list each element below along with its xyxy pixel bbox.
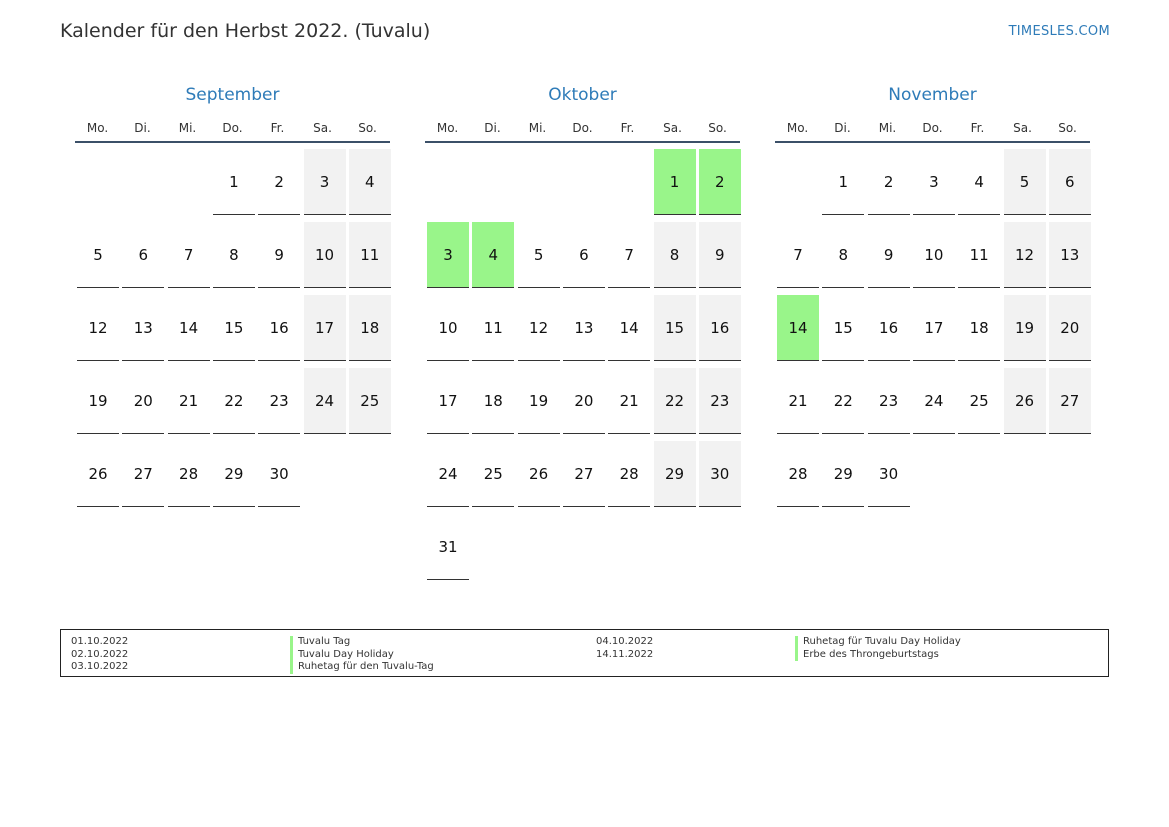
day-cell: 2: [699, 149, 741, 215]
day-cell: 19: [1004, 295, 1046, 361]
weekday-label: Mo.: [86, 121, 109, 135]
day-cell: 19: [518, 368, 560, 434]
day-cell: 9: [258, 222, 300, 288]
day-cell: 4: [349, 149, 391, 215]
weekday-header: [775, 115, 1090, 143]
month-november: [775, 84, 1090, 483]
day-cell: 12: [518, 295, 560, 361]
day-cell: 21: [168, 368, 210, 434]
day-cell: 17: [304, 295, 346, 361]
day-cell: 20: [122, 368, 164, 434]
day-cell: 3: [304, 149, 346, 215]
day-cell: 11: [958, 222, 1000, 288]
day-cell: 28: [608, 441, 650, 507]
weekday-label: Di.: [134, 121, 151, 135]
page-title: Kalender für den Herbst 2022. (Tuvalu): [60, 20, 431, 42]
day-cell: 28: [168, 441, 210, 507]
legend-holiday-name: Tuvalu Tag: [290, 636, 350, 649]
day-cell: 19: [77, 368, 119, 434]
day-cell: 17: [427, 368, 469, 434]
day-cell: 24: [913, 368, 955, 434]
day-cell: 8: [654, 222, 696, 288]
weekday-label: Mi.: [878, 121, 897, 135]
day-cell: 26: [518, 441, 560, 507]
day-cell: 5: [1004, 149, 1046, 215]
legend-date: 04.10.2022: [596, 636, 654, 647]
site-link[interactable]: TIMESLES.COM: [1008, 24, 1110, 39]
day-cell: 26: [77, 441, 119, 507]
day-cell: 8: [213, 222, 255, 288]
legend-holiday-name: Tuvalu Day Holiday: [290, 649, 394, 662]
day-cell: 28: [777, 441, 819, 507]
day-cell: 4: [472, 222, 514, 288]
day-cell: 15: [822, 295, 864, 361]
day-cell: 8: [822, 222, 864, 288]
day-cell: 27: [122, 441, 164, 507]
weekday-label: Sa.: [313, 121, 332, 135]
weekday-label: Fr.: [270, 121, 285, 135]
weekday-label: Sa.: [1013, 121, 1032, 135]
weekday-label: So.: [358, 121, 377, 135]
day-cell: 29: [213, 441, 255, 507]
weekday-label: So.: [1058, 121, 1077, 135]
day-cell: 30: [258, 441, 300, 507]
day-cell: 12: [1004, 222, 1046, 288]
day-cell: 13: [563, 295, 605, 361]
month-september: [75, 84, 390, 483]
day-cell: 6: [122, 222, 164, 288]
day-cell: 9: [699, 222, 741, 288]
weekday-label: Fr.: [970, 121, 985, 135]
day-cell: 30: [699, 441, 741, 507]
day-cell: 18: [472, 368, 514, 434]
legend-holiday-name: Erbe des Throngeburtstags: [795, 649, 939, 662]
day-cell: 4: [958, 149, 1000, 215]
weekday-label: So.: [708, 121, 727, 135]
day-cell: 12: [77, 295, 119, 361]
day-cell: 15: [213, 295, 255, 361]
day-cell: 31: [427, 514, 469, 580]
day-cell: 23: [868, 368, 910, 434]
weekday-label: Do.: [922, 121, 943, 135]
month-oktober: [425, 84, 740, 556]
weekday-label: Mo.: [436, 121, 459, 135]
day-cell: 17: [913, 295, 955, 361]
day-cell: 27: [1049, 368, 1091, 434]
day-cell: 22: [654, 368, 696, 434]
day-cell: 22: [213, 368, 255, 434]
legend-date: 03.10.2022: [71, 661, 129, 672]
day-cell: 9: [868, 222, 910, 288]
legend-holiday-name: Ruhetag für den Tuvalu-Tag: [290, 661, 434, 674]
day-cell: 14: [777, 295, 819, 361]
day-cell: 6: [1049, 149, 1091, 215]
day-cell: 7: [168, 222, 210, 288]
weekday-label: Mo.: [786, 121, 809, 135]
weekday-label: Do.: [222, 121, 243, 135]
weekday-label: Di.: [484, 121, 501, 135]
day-cell: 15: [654, 295, 696, 361]
weekday-label: Mi.: [528, 121, 547, 135]
holiday-legend: [60, 629, 1109, 677]
day-cell: 20: [563, 368, 605, 434]
day-cell: 2: [868, 149, 910, 215]
month-name: Oktober: [548, 85, 617, 105]
day-cell: 6: [563, 222, 605, 288]
day-cell: 1: [213, 149, 255, 215]
day-cell: 16: [868, 295, 910, 361]
day-cell: 11: [349, 222, 391, 288]
month-name: November: [888, 85, 977, 105]
day-cell: 7: [777, 222, 819, 288]
day-cell: 25: [349, 368, 391, 434]
day-cell: 10: [427, 295, 469, 361]
day-cell: 25: [958, 368, 1000, 434]
day-cell: 10: [304, 222, 346, 288]
day-cell: 14: [168, 295, 210, 361]
weekday-header: [75, 115, 390, 143]
legend-date: 01.10.2022: [71, 636, 129, 647]
day-cell: 5: [77, 222, 119, 288]
weekday-label: Sa.: [663, 121, 682, 135]
day-cell: 29: [822, 441, 864, 507]
day-cell: 7: [608, 222, 650, 288]
weekday-label: Mi.: [178, 121, 197, 135]
day-cell: 16: [258, 295, 300, 361]
day-cell: 21: [608, 368, 650, 434]
day-cell: 23: [258, 368, 300, 434]
day-cell: 21: [777, 368, 819, 434]
legend-date: 02.10.2022: [71, 648, 129, 660]
day-cell: 24: [304, 368, 346, 434]
day-cell: 26: [1004, 368, 1046, 434]
day-cell: 24: [427, 441, 469, 507]
legend-date: 14.11.2022: [596, 648, 654, 660]
day-cell: 29: [654, 441, 696, 507]
day-cell: 3: [913, 149, 955, 215]
day-cell: 13: [122, 295, 164, 361]
day-cell: 5: [518, 222, 560, 288]
legend-holiday-name: Ruhetag für Tuvalu Day Holiday: [795, 636, 961, 649]
day-cell: 23: [699, 368, 741, 434]
day-cell: 18: [349, 295, 391, 361]
day-cell: 3: [427, 222, 469, 288]
weekday-label: Do.: [572, 121, 593, 135]
day-cell: 22: [822, 368, 864, 434]
day-cell: 11: [472, 295, 514, 361]
weekday-label: Fr.: [620, 121, 635, 135]
day-cell: 18: [958, 295, 1000, 361]
day-cell: 16: [699, 295, 741, 361]
day-cell: 27: [563, 441, 605, 507]
weekday-header: [425, 115, 740, 143]
day-cell: 1: [822, 149, 864, 215]
day-cell: 2: [258, 149, 300, 215]
day-cell: 20: [1049, 295, 1091, 361]
day-cell: 30: [868, 441, 910, 507]
day-cell: 14: [608, 295, 650, 361]
day-cell: 10: [913, 222, 955, 288]
day-cell: 13: [1049, 222, 1091, 288]
day-cell: 1: [654, 149, 696, 215]
weekday-label: Di.: [834, 121, 851, 135]
month-name: September: [185, 85, 280, 105]
day-cell: 25: [472, 441, 514, 507]
